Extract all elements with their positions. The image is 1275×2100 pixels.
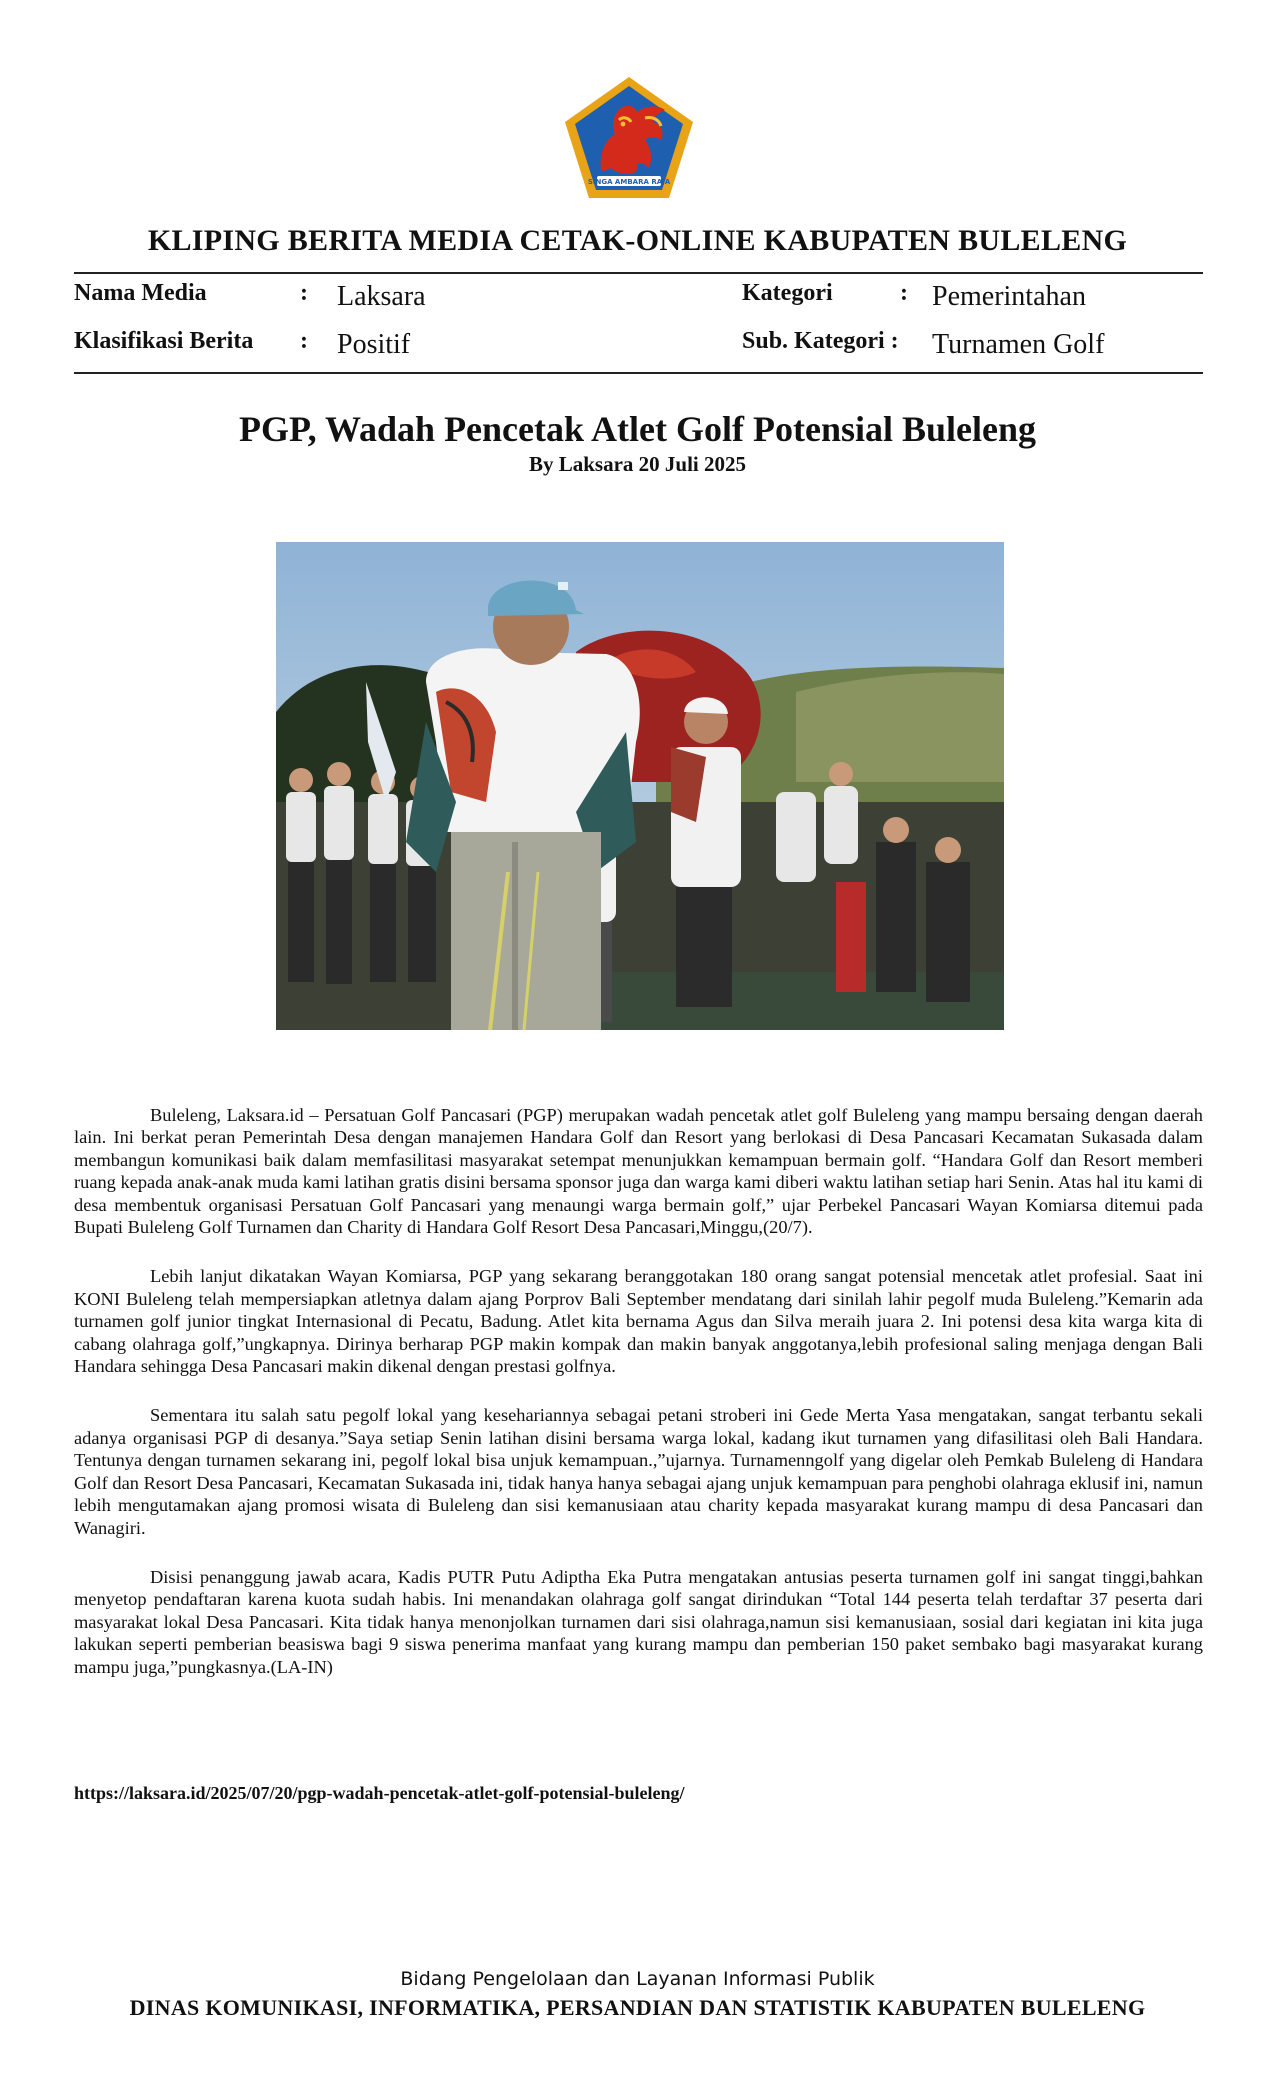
regency-emblem-logo <box>561 74 697 202</box>
media-name-label: Nama Media <box>74 280 207 306</box>
article-paragraph: Lebih lanjut dikatakan Wayan Komiarsa, PGP yang sekarang beranggotakan 180 orang sangat potensial mencetak atlet profesial. Saat ini KONI Buleleng telah mempersiapkan atletnya dalam ajang Porprov Bali September mendatang dari sinilah lahir pegolf muda Buleleng.”Kemarin ada turnamen golf junior tingkat Internasional di Pecatu, Badung. Atlet kita bernama Agus dan Silva meraih juara 2. Ini potensi desa kita warga kita di cabang olahraga golf,”ungkapnya. Dirinya berharap PGP makin kompak dan makin banyak anggotanya,lebih profesional saling menjaga dengan Bali Handara sehingga Desa Pancasari makin dikenal dengan prestasi golfnya. <box>74 1266 1203 1377</box>
article-byline: By Laksara 20 Juli 2025 <box>528 452 747 476</box>
category-colon: : <box>900 280 908 306</box>
document-header-title: KLIPING BERITA MEDIA CETAK-ONLINE KABUPATEN BULELENG <box>147 224 1128 257</box>
subcategory-label: Sub. Kategori : <box>742 328 899 354</box>
article-paragraph: Disisi penanggung jawab acara, Kadis PUTR Putu Adiptha Eka Putra mengatakan antusias peserta turnamen golf ini sangat tinggi,bahkan menyetop pendaftaran karena kuota sudah habis. Ini menandakan olahraga golf sangat dirindukan “Total 144 peserta telah terdaftar 37 peserta dari masyarakat lokal Desa Pancasari. Kita tidak hanya menonjolkan turnamen dari sisi olahraga,namun sisi kemanusiaan, sosial dari kegiatan ini kita juga lakukan seperti pemberian beasiswa bagi 9 siswa penerima manfaat yang kurang mampu dan pemberian 150 paket sembako bagi masyarakat kurang mampu juga,”pungkasnya.(LA-IN) <box>74 1566 1203 1677</box>
article-paragraph: Buleleng, Laksara.id – Persatuan Golf Pancasari (PGP) merupakan wadah pencetak atlet golf Buleleng yang mampu bersaing dengan daerah lain. Ini berkat peran Pemerintah Desa dengan manajemen Handara Golf dan Resort yang berlokasi di Desa Pancasari Kecamatan Sukasada dalam membangun komunikasi baik dalam memfasilitasi masyarakat setempat menunjukkan kemampuan bermain golf. “Handara Golf dan Resort memberi ruang kepada anak-anak muda kami latihan gratis disini bersama sponsor juga dan warga kami diberi waktu latihan setiap hari Senin. Atas hal itu kami di desa membentuk organisasi Persatuan Golf Pancasari yang menaungi warga bermain golf,” ujar Perbekel Pancasari Wayan Komiarsa ditemui pada Bupati Buleleng Golf Turnamen dan Charity di Handara Golf Resort Desa Pancasari,Minggu,(20/7). <box>74 1105 1203 1238</box>
article-paragraph: Sementara itu salah satu pegolf lokal yang kesehariannya sebagai petani stroberi ini Gede Merta Yasa mengatakan, sangat terbantu sekali adanya organisasi PGP di desanya.”Saya setiap Senin latihan disini bersama warga lokal, kadang ikut turnamen yang difasilitasi oleh Bali Handara. Tentunya dengan turnamen sekarang ini, pegolf lokal bisa unjuk kemampuan.,”ujarnya. Turnamenngolf yang digelar oleh Pemkab Buleleng di Handara Golf dan Resort Desa Pancasari, Kecamatan Sukasada ini, tidak hanya hanya sebagai ajang unjuk kemampuan para penghobi olahraga eklusif ini, namun lebih mengutamakan ajang promosi wisata di Buleleng dan sisi kemanusiaan atau charity kepada masyarakat kurang mampu di desa Pancasari dan Wanagiri. <box>74 1405 1203 1538</box>
category-label: Kategori <box>742 280 833 306</box>
footer-department: Bidang Pengelolaan dan Layanan Informasi Publik <box>400 1968 875 1990</box>
article-title: PGP, Wadah Pencetak Atlet Golf Potensial Buleleng <box>238 409 1036 449</box>
golf-tournament-photo <box>276 542 1004 1030</box>
news-classification-label: Klasifikasi Berita <box>74 328 254 354</box>
emblem-motto: SINGA AMBARA RAJA <box>587 178 671 186</box>
news-classification-colon: : <box>300 328 308 354</box>
header-divider-bottom <box>74 372 1203 374</box>
subcategory-value: Turnamen Golf <box>932 329 1105 360</box>
category-value: Pemerintahan <box>932 281 1086 312</box>
news-classification-value: Positif <box>337 329 411 360</box>
source-url-link[interactable]: https://laksara.id/2025/07/20/pgp-wadah-pencetak-atlet-golf-potensial-buleleng/ <box>74 1783 685 1803</box>
media-name-colon: : <box>300 280 308 306</box>
media-name-value: Laksara <box>337 281 426 312</box>
footer-agency: DINAS KOMUNIKASI, INFORMATIKA, PERSANDIAN DAN STATISTIK KABUPATEN BULELENG <box>129 1995 1146 2020</box>
article-body <box>74 1104 1203 1705</box>
header-divider-top <box>74 272 1203 274</box>
